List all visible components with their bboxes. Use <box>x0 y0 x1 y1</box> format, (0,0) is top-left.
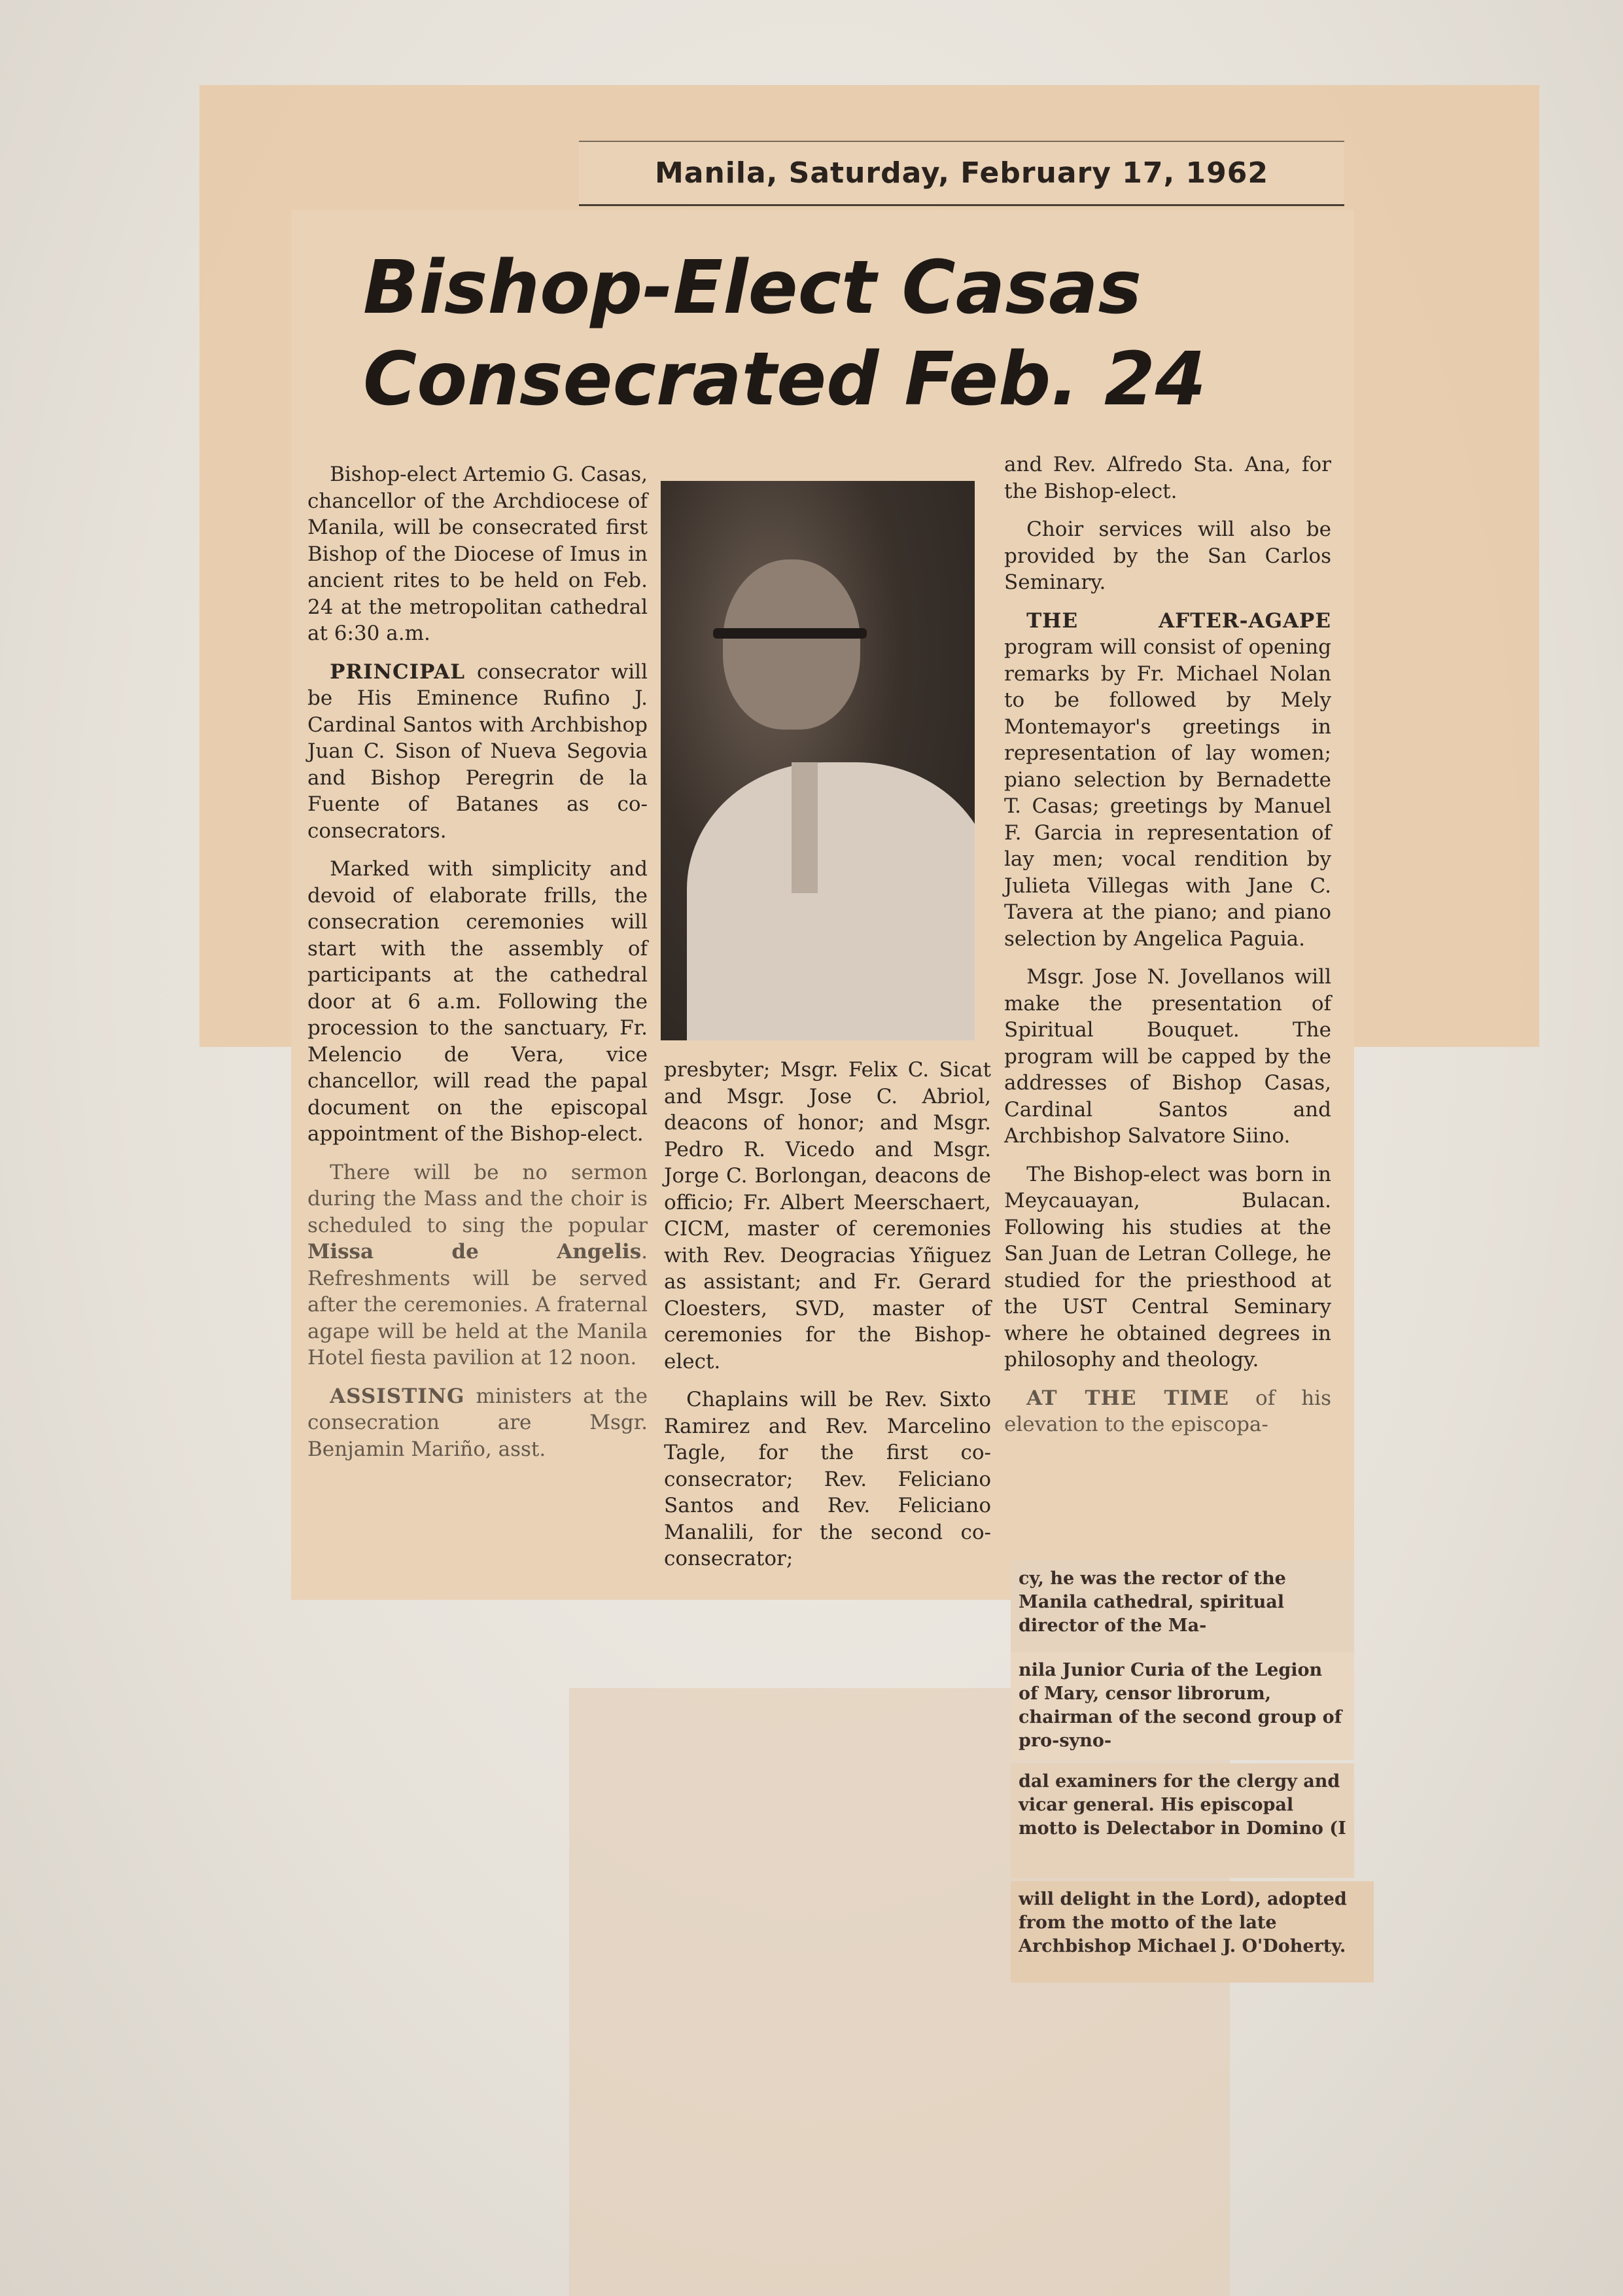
paragraph: PRINCIPAL consecrator will be His Eminence Rufino J. Cardinal Santos with Archbishop Juan C. Sison of Nueva Segovia and Bishop Peregrin de la Fuente of Batanes as co-consecrators. <box>307 660 648 843</box>
bishop-portrait-photo <box>661 481 975 1040</box>
paragraph: Bishop-elect Artemio G. Casas, chancellor of the Archdiocese of Manila, will be consecrated first Bishop of the Diocese of Imus in ancient rites to be held on Feb. 24 at the metropolitan cathedral at 6:30 a.m. <box>307 463 648 645</box>
article-clipping <box>291 209 1354 1600</box>
lead-in: AT THE TIME <box>1026 1386 1229 1410</box>
paragraph: Marked with simplicity and devoid of elaborate frills, the consecration ceremonies will start with the assembly of participants at the cathedral door at 6 a.m. Following the procession to the sanctuary, Fr. Melencio de Vera, vice chancellor, will read the papal document on the episcopal appointment of the Bishop-elect. <box>307 857 648 1146</box>
headline-line-2: Consecrated Feb. 24 <box>363 337 1206 422</box>
dateline: Manila, Saturday, February 17, 1962 <box>579 141 1344 206</box>
continuation-strip-3: dal examiners for the clergy and vicar general. His episcopal motto is Delectabor in Domino (I <box>1011 1763 1354 1878</box>
paragraph: Msgr. Jose N. Jovellanos will make the presentation of Spiritual Bouquet. The program will be capped by the addresses of Bishop Casas, Cardinal Santos and Archbishop Salvatore Siino. <box>1004 965 1331 1148</box>
paragraph: Chaplains will be Rev. Sixto Ramirez and Rev. Marcelino Tagle, for the first co-consecrator; Rev. Feliciano Santos and Rev. Feliciano Manalili, for the second co-consecrator; <box>664 1388 991 1570</box>
continuation-strip-1: cy, he was the rector of the Manila cathedral, spiritual director of the Ma- <box>1011 1561 1354 1652</box>
column-3 <box>1004 451 1331 1450</box>
paragraph: Choir services will also be provided by the San Carlos Seminary. <box>1004 518 1331 594</box>
paragraph: AT THE TIME of his elevation to the episcopa- <box>1004 1386 1331 1436</box>
paragraph: THE AFTER-AGAPE program will consist of opening remarks by Fr. Michael Nolan to be followed by Mely Montemayor's greetings in representation of lay women; piano selection by Bernadette T. Casas; greetings by Manuel F. Garcia in representation of lay men; vocal rendition by Julieta Villegas with Jane C. Tavera at the piano; and piano selection by Angelica Paguia. <box>1004 609 1331 951</box>
paragraph: and Rev. Alfredo Sta. Ana, for the Bishop-elect. <box>1004 453 1331 503</box>
paragraph: The Bishop-elect was born in Meycauayan, Bulacan. Following his studies at the San Juan de Letran College, he studied for the priesthood at the UST Central Seminary where he obtained degrees in philosophy and theology. <box>1004 1162 1331 1371</box>
column-2 <box>664 1057 991 1584</box>
column-1 <box>307 461 648 1474</box>
lead-in: THE AFTER-AGAPE <box>1026 609 1331 633</box>
mass-title: Missa de Angelis <box>307 1240 642 1263</box>
continuation-strip-4: will delight in the Lord), adopted from the motto of the late Archbishop Michael J. O'Doherty. <box>1011 1881 1374 1983</box>
continuation-strip-2: nila Junior Curia of the Legion of Mary, censor librorum, chairman of the second group of pro-syno- <box>1011 1652 1354 1760</box>
headline-line-1: Bishop-Elect Casas <box>363 245 1142 330</box>
headline <box>363 242 1318 425</box>
lead-in: PRINCIPAL <box>330 660 466 684</box>
paragraph: ASSISTING ministers at the consecration are Msgr. Benjamin Mariño, asst. <box>307 1384 648 1461</box>
paragraph: There will be no sermon during the Mass and the choir is scheduled to sing the popular Missa de Angelis. Refreshments will be served after the ceremonies. A fraternal agape will be held at the Manila Hotel fiesta pavilion at 12 noon. <box>307 1160 648 1369</box>
lead-in: ASSISTING <box>330 1384 465 1408</box>
paragraph: presbyter; Msgr. Felix C. Sicat and Msgr. Jose C. Abriol, deacons of honor; and Msgr. Pedro R. Vicedo and Msgr. Jorge C. Borlongan, deacons de officio; Fr. Albert Meerschaert, CICM, master of ceremonies with Rev. Deogracias Yñiguez as assistant; and Fr. Gerard Cloesters, SVD, master of ceremonies for the Bishop-elect. <box>664 1058 991 1373</box>
